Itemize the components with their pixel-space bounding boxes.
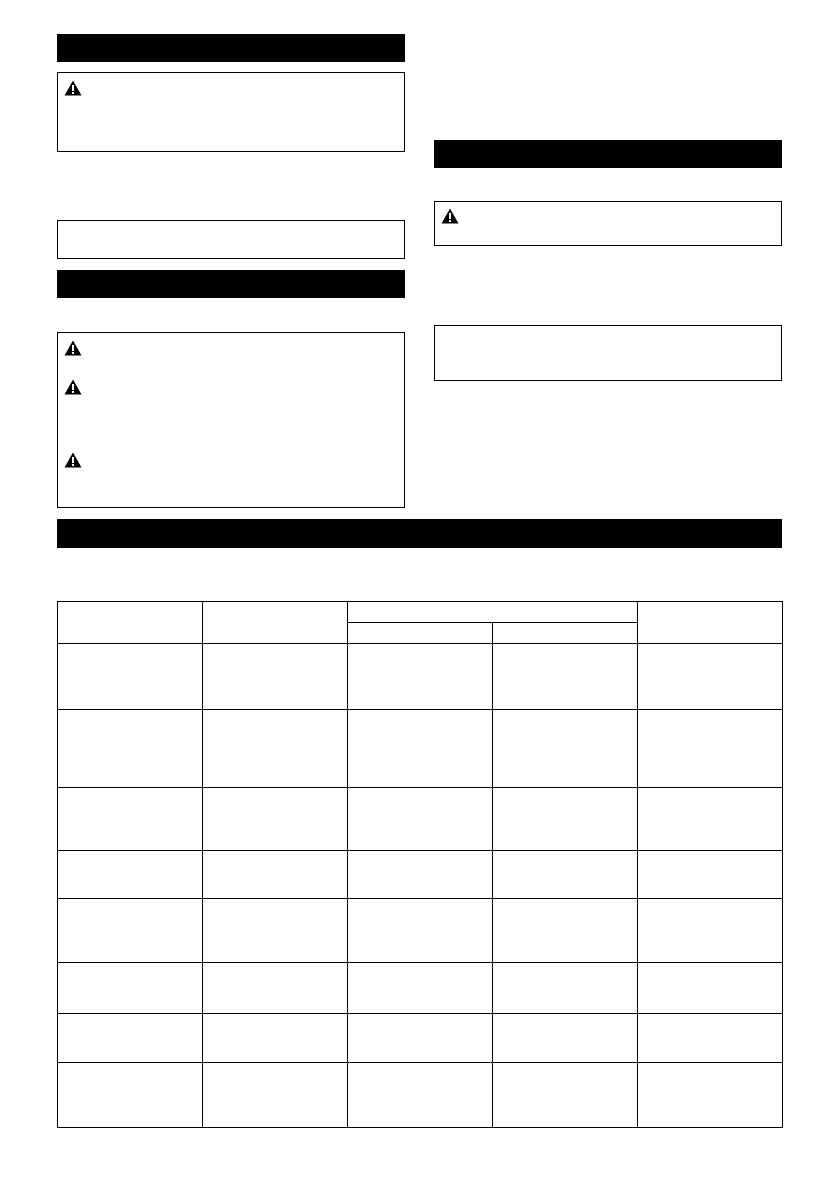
table-cell <box>638 710 783 788</box>
table-cell <box>348 710 493 788</box>
table-subheader-cell <box>348 623 493 644</box>
table-cell <box>493 788 638 851</box>
warning-triangle-icon <box>64 80 82 96</box>
table-cell <box>203 1014 348 1063</box>
table-row <box>58 963 783 1014</box>
table-cell <box>58 710 203 788</box>
table-cell <box>203 963 348 1014</box>
table-cell <box>638 788 783 851</box>
troubleshooting-table <box>57 601 783 1128</box>
section-header-bar <box>57 270 405 298</box>
note-box <box>434 325 782 381</box>
table-cell <box>58 788 203 851</box>
warning-triangle-icon <box>64 340 82 356</box>
table-cell <box>58 1063 203 1128</box>
table-row <box>58 710 783 788</box>
table-cell <box>638 963 783 1014</box>
table-cell <box>203 788 348 851</box>
table-cell <box>638 1063 783 1128</box>
table-cell <box>493 899 638 963</box>
table-cell <box>638 644 783 710</box>
table-row <box>58 1014 783 1063</box>
table-cell <box>493 963 638 1014</box>
table-cell <box>203 710 348 788</box>
table-cell <box>58 899 203 963</box>
table-cell <box>493 851 638 899</box>
table-cell <box>348 851 493 899</box>
table-header-cell <box>348 602 638 623</box>
table-cell <box>58 963 203 1014</box>
table-cell <box>58 1014 203 1063</box>
table-row <box>58 788 783 851</box>
warning-triangle-icon <box>441 208 459 224</box>
section-header-bar <box>57 519 782 548</box>
table-cell <box>203 851 348 899</box>
table-cell <box>493 644 638 710</box>
table-cell <box>203 899 348 963</box>
table-cell <box>58 851 203 899</box>
table-cell <box>493 710 638 788</box>
warning-box <box>57 332 405 508</box>
section-header-bar <box>434 140 782 168</box>
section-header-bar <box>57 34 405 62</box>
warning-triangle-icon <box>64 452 82 468</box>
table-cell <box>348 1063 493 1128</box>
table-row <box>58 1063 783 1128</box>
table-cell <box>203 1063 348 1128</box>
table-cell <box>348 899 493 963</box>
table-cell <box>638 899 783 963</box>
table-row <box>58 851 783 899</box>
table-subheader-cell <box>493 623 638 644</box>
table-cell <box>638 1014 783 1063</box>
table-cell <box>638 851 783 899</box>
table-cell <box>203 644 348 710</box>
table-header-cell <box>638 602 783 644</box>
warning-triangle-icon <box>64 379 82 395</box>
table-cell <box>348 963 493 1014</box>
warning-box <box>434 201 782 246</box>
table-row <box>58 899 783 963</box>
table-cell <box>348 788 493 851</box>
table-row <box>58 644 783 710</box>
note-box <box>57 220 405 259</box>
table-header-cell <box>58 602 203 644</box>
table-cell <box>493 1014 638 1063</box>
warning-box <box>57 72 405 152</box>
table-header-cell <box>203 602 348 644</box>
table-cell <box>58 644 203 710</box>
table-cell <box>348 644 493 710</box>
table-cell <box>348 1014 493 1063</box>
table-cell <box>493 1063 638 1128</box>
